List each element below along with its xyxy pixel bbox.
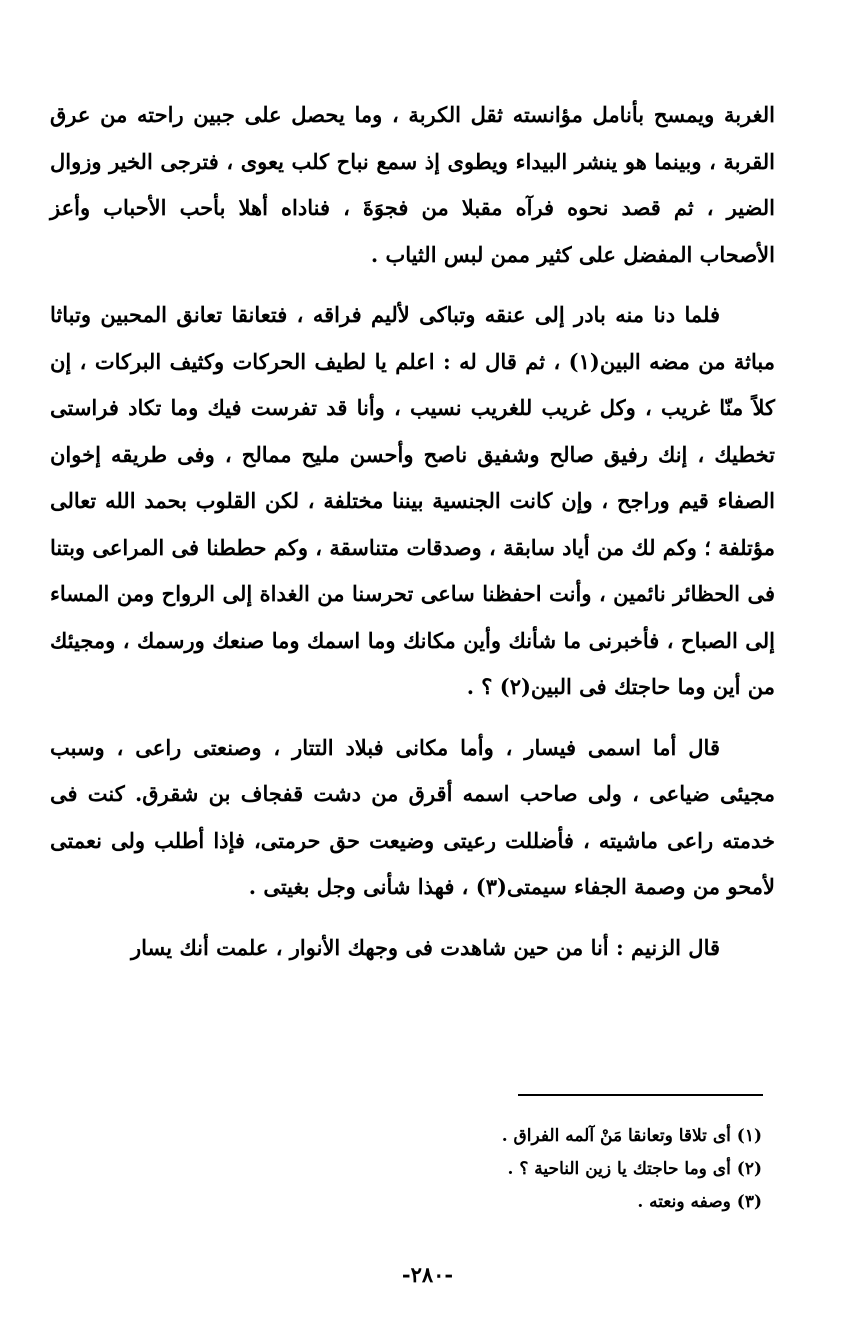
paragraph-1: الغربة ويمسح بأنامل مؤانسته ثقل الكربة ، وما يحصل على جبين راحته من عرق القربة ، وبينما هو ينشر البيداء ويطوى إذ سمع نباح كلب يعوى ، فترجى الخير وزوال الضير ، ثم قصد نحوه فرآه مقبلا من فجوَةَ ، فناداه أهلا بأحب الأحباب وأعز الأصحاب المفضل على كثير ممن لبس الثياب . bbox=[50, 102, 775, 267]
footnote-1: (١) أى تلاقا وتعانقا مَنْ آلمه الفراق . bbox=[501, 1126, 762, 1146]
paragraph-4: قال الزنيم : أنا من حين شاهدت فى وجهك الأنوار ، علمت أنك يسار bbox=[131, 934, 720, 960]
footnote-2: (٢) أى وما حاجتك يا زين الناحية ؟ . bbox=[507, 1159, 762, 1179]
paragraph-3: قال أما اسمى فيسار ، وأما مكانى فبلاد التتار ، وصنعتى راعى ، وسبب مجيئى ضياعى ، ولى صاحب اسمه أقرق من دشت قفجاف بن شقرق. كنت فى خدمته راعى ماشيته ، فأضللت رعيتى وضيعت حق حرمتى، فإذا أطلب ولى نعمتى لأمحو من وصمة الجفاء سيمتى(٣) ، فهذا شأنى وجل بغيتى . bbox=[50, 734, 775, 899]
main-text bbox=[50, 92, 775, 971]
page-number: -٢٨٠- bbox=[401, 1262, 454, 1287]
footnotes bbox=[300, 1120, 762, 1219]
paragraph-2: فلما دنا منه بادر إلى عنقه وتباكى لأليم فراقه ، فتعانقا تعانق المحبين وتباثا مباثة من مضه البين(١) ، ثم قال له : اعلم يا لطيف الحركات وكثيف البركات ، إن كلاً منّا غريب ، وكل غريب للغريب نسيب ، وأنا قد تفرست فيك وما تكاد فراستى تخطيك ، إنك رفيق صالح وشفيق ناصح وأحسن مليح ممالح ، وفى طريقه إخوان الصفاء قيم وراجح ، وإن كانت الجنسية بيننا مختلفة ، لكن القلوب بحمد الله تعالى مؤتلفة ؛ وكم لك من أياد سابقة ، وصدقات متناسقة ، وكم حططنا فى المراعى وبتنا فى الحظائر نائمين ، وأنت احفظنا ساعى تحرسنا من الغداة إلى الرواح ومن المساء إلى الصباح ، فأخبرنى ما شأنك وأين مكانك وما اسمك وما صنعك ورسمك ، ومجيئك من أين وما حاجتك فى البين(٢) ؟ . bbox=[50, 302, 775, 699]
footnote-separator bbox=[518, 1094, 763, 1096]
footnote-3: (٣) وصفه ونعته . bbox=[637, 1192, 762, 1212]
